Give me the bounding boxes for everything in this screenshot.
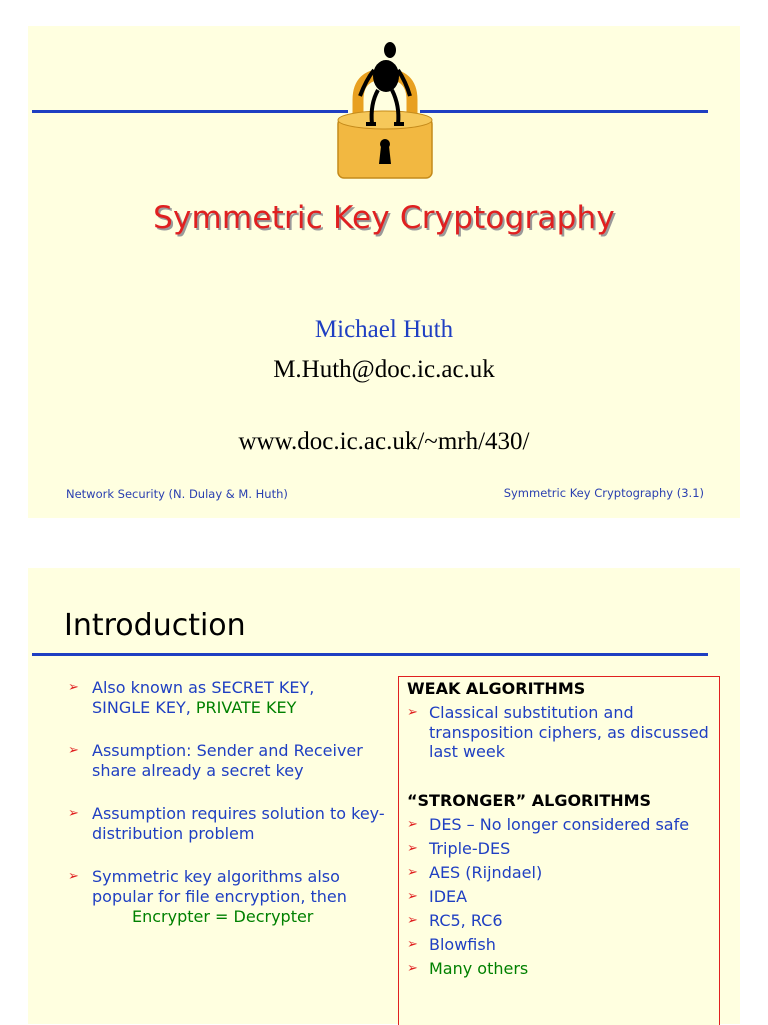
arrow-bullet-icon: ➢ xyxy=(68,743,79,758)
course-url: www.doc.ic.ac.uk/~mrh/430/ xyxy=(238,428,530,455)
arrow-bullet-icon: ➢ xyxy=(407,913,418,928)
author-name: Michael Huth xyxy=(314,316,454,343)
stronger-algorithms-heading: “STRONGER” ALGORITHMS xyxy=(407,791,652,810)
bullet-text: Symmetric key algorithms also popular for file encryption, then xyxy=(92,867,347,906)
header-rule-left xyxy=(32,110,348,113)
author-email: M.Huth@doc.ic.ac.uk xyxy=(273,356,495,383)
equation-text: Encrypter = Decrypter xyxy=(132,907,314,926)
list-item-label: DES – No longer considered safe xyxy=(429,815,690,834)
intro-bullet-list xyxy=(68,678,388,950)
weak-algorithms-list xyxy=(407,703,712,762)
footer-course: Network Security (N. Dulay & M. Huth) xyxy=(66,487,288,501)
list-item-label: AES (Rijndael) xyxy=(429,863,543,882)
list-item-label: IDEA xyxy=(429,887,468,906)
presentation-title: Symmetric Key Cryptography xyxy=(153,200,615,236)
bullet-text: Assumption: Sender and Receiver share already a secret key xyxy=(92,741,363,780)
list-item xyxy=(407,815,712,835)
arrow-bullet-icon: ➢ xyxy=(68,806,79,821)
list-item xyxy=(407,911,712,931)
list-item-label: Classical substitution and transposition ciphers, as discussed last week xyxy=(429,703,709,761)
title-slide xyxy=(28,26,740,518)
list-item-label: Blowfish xyxy=(429,935,496,954)
list-item-label: Many others xyxy=(429,959,529,978)
list-item xyxy=(68,867,388,927)
list-item xyxy=(407,959,712,979)
arrow-bullet-icon: ➢ xyxy=(407,705,418,720)
arrow-bullet-icon: ➢ xyxy=(407,841,418,856)
algorithms-box xyxy=(398,676,720,1025)
arrow-bullet-icon: ➢ xyxy=(407,817,418,832)
list-item xyxy=(68,741,388,781)
footer-slide-number: Symmetric Key Cryptography (3.1) xyxy=(503,486,704,500)
list-item xyxy=(407,703,712,762)
list-item xyxy=(407,839,712,859)
list-item xyxy=(407,935,712,955)
padlock-person-icon xyxy=(330,40,440,180)
list-item xyxy=(407,863,712,883)
arrow-bullet-icon: ➢ xyxy=(68,680,79,695)
stronger-algorithms-list xyxy=(407,815,712,983)
slide-title: Introduction xyxy=(64,608,246,643)
arrow-bullet-icon: ➢ xyxy=(407,889,418,904)
arrow-bullet-icon: ➢ xyxy=(407,961,418,976)
bullet-text: Also known as SECRET KEY, xyxy=(92,678,315,697)
list-item xyxy=(68,678,388,718)
bullet-text: SINGLE KEY, xyxy=(92,698,196,717)
arrow-bullet-icon: ➢ xyxy=(407,865,418,880)
list-item-label: RC5, RC6 xyxy=(429,911,503,930)
list-item xyxy=(68,804,388,844)
list-item-label: Triple-DES xyxy=(429,839,511,858)
header-rule-right xyxy=(420,110,708,113)
list-item xyxy=(407,887,712,907)
title-rule xyxy=(32,653,708,656)
highlight-text: PRIVATE KEY xyxy=(195,698,297,717)
bullet-text: Assumption requires solution to key-distribution problem xyxy=(92,804,385,843)
arrow-bullet-icon: ➢ xyxy=(407,937,418,952)
weak-algorithms-heading: WEAK ALGORITHMS xyxy=(407,679,586,698)
introduction-slide xyxy=(28,568,740,1024)
arrow-bullet-icon: ➢ xyxy=(68,869,79,884)
